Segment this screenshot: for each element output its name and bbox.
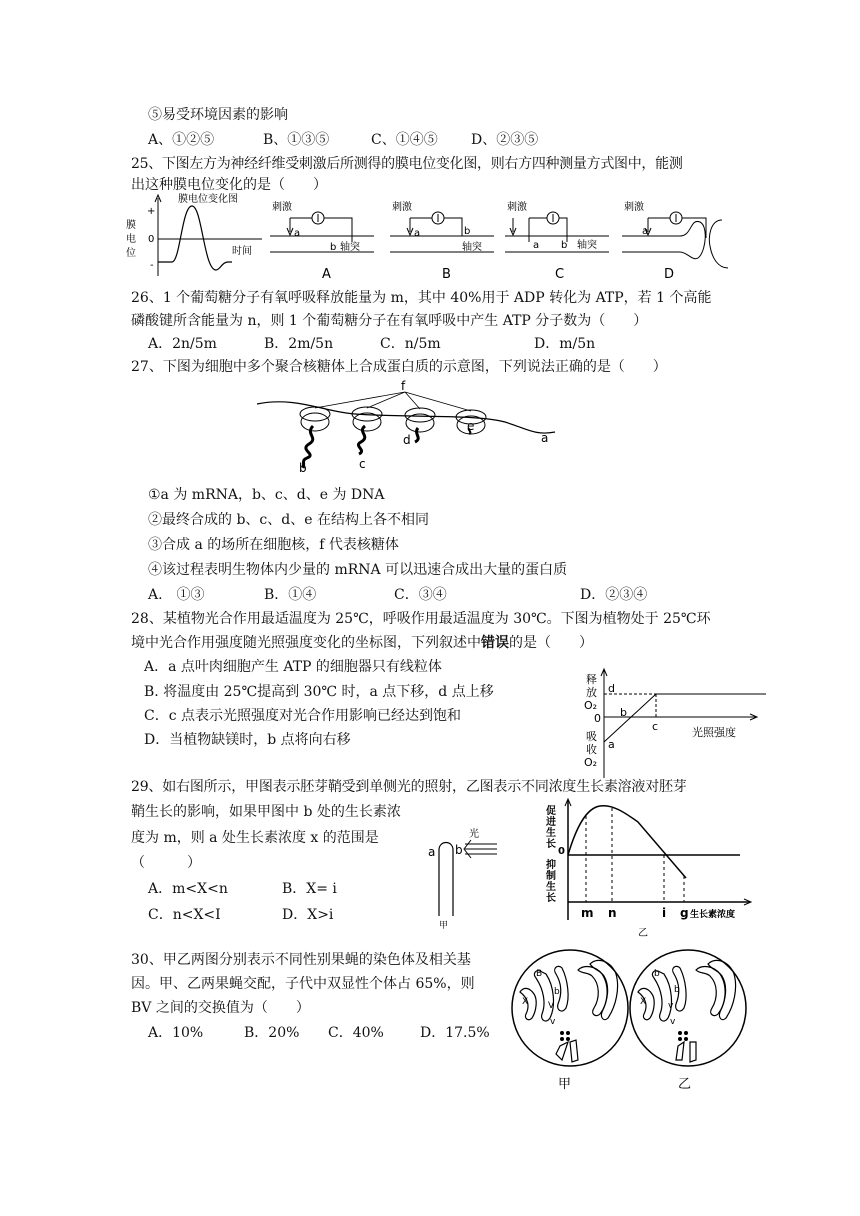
q30-fly-chromosomes-yi: [624, 942, 752, 1092]
q27-polyribosome-diagram: [255, 379, 565, 475]
q25-b-axon-label: 轴突: [462, 242, 482, 253]
q29-inhibit-1: 抑: [546, 860, 556, 871]
q25-minus-sign: -: [150, 260, 154, 271]
q28-point-a: a: [608, 738, 615, 751]
q30-fly-chromosomes-jia: [506, 942, 634, 1092]
q30-yi-gene-X: X: [640, 997, 647, 1007]
q25-panel-label-a: A: [322, 267, 331, 282]
q29-promote-4: 长: [546, 839, 556, 850]
q25-c-axon-label: 轴突: [577, 240, 597, 251]
q25-b-point-b: b: [464, 226, 471, 237]
q27-item-1: ①a 为 mRNA，b、c、d、e 为 DNA: [148, 487, 385, 503]
q29-tick-n: n: [608, 906, 617, 920]
q24-item-5: ⑤易受环境因素的影响: [148, 107, 288, 123]
q26-option-a: A．2n/5m: [148, 336, 217, 352]
q26-stem-line2: 磷酸键所含能量为 n，则 1 个葡萄糖分子在有氧呼吸中产生 ATP 分子数为（ ）: [131, 313, 648, 329]
q25-setup-d: [622, 198, 732, 280]
q28-absorb-1: 吸: [586, 730, 597, 743]
q29-promote-2: 进: [546, 817, 556, 828]
q30-caption-yi: 乙: [678, 1077, 692, 1092]
q29-xlabel: 生长素浓度: [690, 910, 736, 920]
q29-tick-i: i: [662, 906, 667, 920]
q27-options: [148, 586, 647, 604]
q25-xlabel: 时间: [232, 246, 252, 257]
q30-yi-gene-v2: v: [670, 1017, 676, 1027]
q28-zero: 0: [594, 712, 601, 725]
q25-b-point-a: a: [414, 228, 421, 239]
q25-setup-c: [505, 198, 615, 280]
q29-promote-1: 促: [546, 806, 556, 817]
q28-stem-line2: [131, 634, 593, 652]
q25-setup-b: [390, 198, 500, 280]
q27-label-e: e: [467, 419, 475, 433]
q26-option-d: D．m/5n: [534, 336, 596, 352]
q29-light-arrows: [464, 840, 497, 858]
q30-yi-cell: [630, 950, 746, 1066]
q27-label-f: f: [401, 379, 406, 393]
q25-panel-label-d: D: [664, 267, 675, 282]
q28-option-c: C．c 点表示光照强度对光合作用影响已经达到饱和: [144, 708, 462, 724]
q30-stem-line1: 30、甲乙两图分别表示不同性别果蝇的染色体及相关基: [131, 952, 471, 968]
q24-options: [148, 131, 538, 149]
q27-item-2: ②最终合成的 b、c、d、e 在结构上各不相同: [148, 512, 429, 528]
q25-zero-label: 0: [148, 234, 155, 245]
q30-caption-jia: 甲: [558, 1077, 572, 1092]
q28-light-intensity-graph: [580, 668, 780, 780]
q29-jia-b: b: [455, 843, 463, 857]
q29-jia-a: a: [428, 845, 436, 859]
q25-ylabel-3: 位: [126, 248, 136, 259]
q28-absorb-3: O₂: [584, 756, 598, 769]
q30-jia-gene-B: B: [536, 969, 543, 979]
q28-release-1: 释: [586, 673, 597, 686]
q30-jia-gene-v: v: [550, 1017, 556, 1027]
q26-options: [148, 335, 595, 353]
q28-curve: [604, 694, 766, 742]
q29-coleoptile: [439, 843, 453, 917]
q29-jia-caption: 甲: [439, 921, 449, 931]
q30-option-a: A．10%: [148, 1025, 204, 1041]
q28-stem-pre: 境中光合作用强度随光照强度变化的坐标图，下列叙述中: [131, 635, 481, 651]
q25-setup-a: [270, 198, 380, 280]
q25-ylabel-1: 膜: [126, 220, 136, 231]
q30-stem-line2: 因。甲、乙两果蝇交配，子代中双显性个体占 65%，则: [131, 976, 475, 992]
q27-option-d: D．②③④: [580, 587, 648, 603]
q29-light-label: 光: [469, 829, 479, 840]
q25-ylabel-2: 电: [126, 234, 136, 245]
q28-option-a: A．a 点叶肉细胞产生 ATP 的细胞器只有线粒体: [144, 659, 442, 675]
q30-yi-gene-v: v: [668, 1001, 674, 1011]
q25-c-point-a: a: [533, 240, 540, 251]
q29-inhibit-3: 生: [546, 882, 556, 893]
q30-yi-gene-b: b: [654, 969, 660, 979]
q27-item-3: ③合成 a 的场所在细胞核，f 代表核糖体: [148, 537, 399, 553]
q30-stem-line3: BV 之间的交换值为（ ）: [131, 1000, 310, 1016]
q25-a-point-a: a: [294, 228, 301, 239]
q25-b-stimulus-label: 刺激: [392, 202, 412, 213]
q26-option-b: B．2m/5n: [264, 336, 334, 352]
q29-option-c: C．n<X<I: [148, 907, 221, 923]
q28-release-2: 放: [586, 686, 597, 699]
q24-option-d: D、②③⑤: [471, 132, 539, 148]
q24-option-b: B、①③⑤: [263, 132, 330, 148]
q29-option-b: B．X= i: [282, 881, 337, 897]
q27-label-c: c: [359, 457, 366, 471]
q28-point-d: d: [608, 682, 615, 695]
q28-option-b: B. 将温度由 25℃提高到 30℃ 时，a 点下移，d 点上移: [144, 684, 494, 700]
q30-option-c: C．40%: [328, 1025, 384, 1041]
q25-a-point-b: b: [330, 242, 337, 253]
q25-stem-line1: 25、下图左方为神经纤维受刺激后所测得的膜电位变化图，则右方四种测量方式图中，能测: [131, 156, 683, 172]
q29-stem-line1: 29、如右图所示，甲图表示胚芽鞘受到单侧光的照射，乙图表示不同浓度生长素溶液对胚芽: [131, 779, 687, 795]
q28-option-d: D．当植物缺镁时，b 点将向右移: [144, 732, 351, 748]
q26-stem-line1: 26、1 个葡萄糖分子有氧呼吸释放能量为 m，其中 40%用于 ADP 转化为 ATP，若 1 个高能: [131, 290, 712, 306]
q30-options: [148, 1024, 490, 1042]
q25-membrane-potential-graph: [120, 192, 270, 280]
q27-stem: 27、下图为细胞中多个聚合核糖体上合成蛋白质的示意图，下列说法正确的是（ ）: [131, 359, 667, 375]
q29-stem-line3: 度为 m，则 a 处生长素浓度 x 的范围是: [131, 830, 379, 846]
q25-a-stimulus-label: 刺激: [272, 202, 292, 213]
q29-yi-caption: 乙: [638, 928, 648, 939]
q28-release-3: O₂: [584, 699, 598, 712]
q28-absorb-2: 收: [586, 743, 597, 756]
q24-option-a: A、①②⑤: [148, 132, 215, 148]
q29-tick-m: m: [581, 906, 594, 920]
q28-stem-emphasis: 错误: [481, 635, 509, 651]
q30-jia-gene-b: b: [554, 987, 560, 997]
q27-option-b: B．①④: [264, 587, 317, 603]
q27-option-a: A. ①③: [148, 587, 205, 603]
q28-point-c: c: [652, 720, 659, 733]
q25-d-stimulus-label: 刺激: [624, 202, 644, 213]
q28-xlabel: 光照强度: [692, 726, 736, 739]
q29-option-a: A．m<X<n: [148, 881, 228, 897]
q25-panel-label-b: B: [442, 267, 451, 282]
q29-option-d: D．X>i: [282, 907, 334, 923]
q29-promote-3: 生: [546, 828, 556, 839]
q25-c-point-b: b: [561, 240, 568, 251]
q25-c-stimulus-label: 刺激: [507, 202, 527, 213]
q29-stem-line4: （ ）: [131, 855, 201, 871]
q27-item-4: ④该过程表明生物体内少量的 mRNA 可以迅速合成出大量的蛋白质: [148, 562, 568, 578]
q30-jia-gene-V: V: [548, 1001, 555, 1011]
q30-jia-cell: [512, 950, 628, 1066]
q27-label-a: a: [541, 431, 549, 445]
q25-a-axon-label: 轴突: [340, 242, 360, 253]
q29-coleoptile-diagram: [425, 828, 505, 930]
q25-d-point-a: a: [642, 226, 649, 237]
q29-options-row2: [148, 906, 333, 924]
q25-potential-curve: [158, 206, 232, 270]
q29-stem-line2: 鞘生长的影响，如果甲图中 b 处的生长素浓: [131, 804, 401, 820]
q30-option-b: B．20%: [244, 1025, 300, 1041]
q27-label-d: d: [403, 433, 411, 447]
q29-auxin-graph: [538, 798, 758, 938]
q30-yi-gene-b2: b: [674, 985, 680, 995]
q28-stem-line1: 28、某植物光合作用最适温度为 25℃，呼吸作用最适温度为 30℃。下图为植物处于 25℃环: [131, 611, 711, 627]
q29-tick-g: g: [680, 906, 689, 920]
q27-option-c: C．③④: [394, 587, 447, 603]
q26-option-c: C．n/5m: [380, 336, 441, 352]
q28-point-b: b: [620, 706, 627, 719]
q29-zero: 0: [558, 846, 565, 857]
q25-stem-line2: 出这种膜电位变化的是（ ）: [131, 177, 327, 193]
q24-option-c: C、①④⑤: [371, 132, 438, 148]
q29-inhibit-4: 长: [546, 893, 556, 904]
q28-stem-post: 的是（ ）: [509, 635, 593, 651]
q27-label-b: b: [299, 461, 307, 475]
q29-options-row1: [148, 880, 337, 898]
q30-option-d: D．17.5%: [420, 1025, 490, 1041]
q25-panel-label-c: C: [555, 267, 565, 282]
q25-graph-title: 膜电位变化图: [178, 194, 238, 205]
q25-plus-sign: +: [147, 206, 156, 217]
q29-inhibit-2: 制: [546, 871, 556, 882]
q30-jia-gene-X: X: [522, 997, 529, 1007]
